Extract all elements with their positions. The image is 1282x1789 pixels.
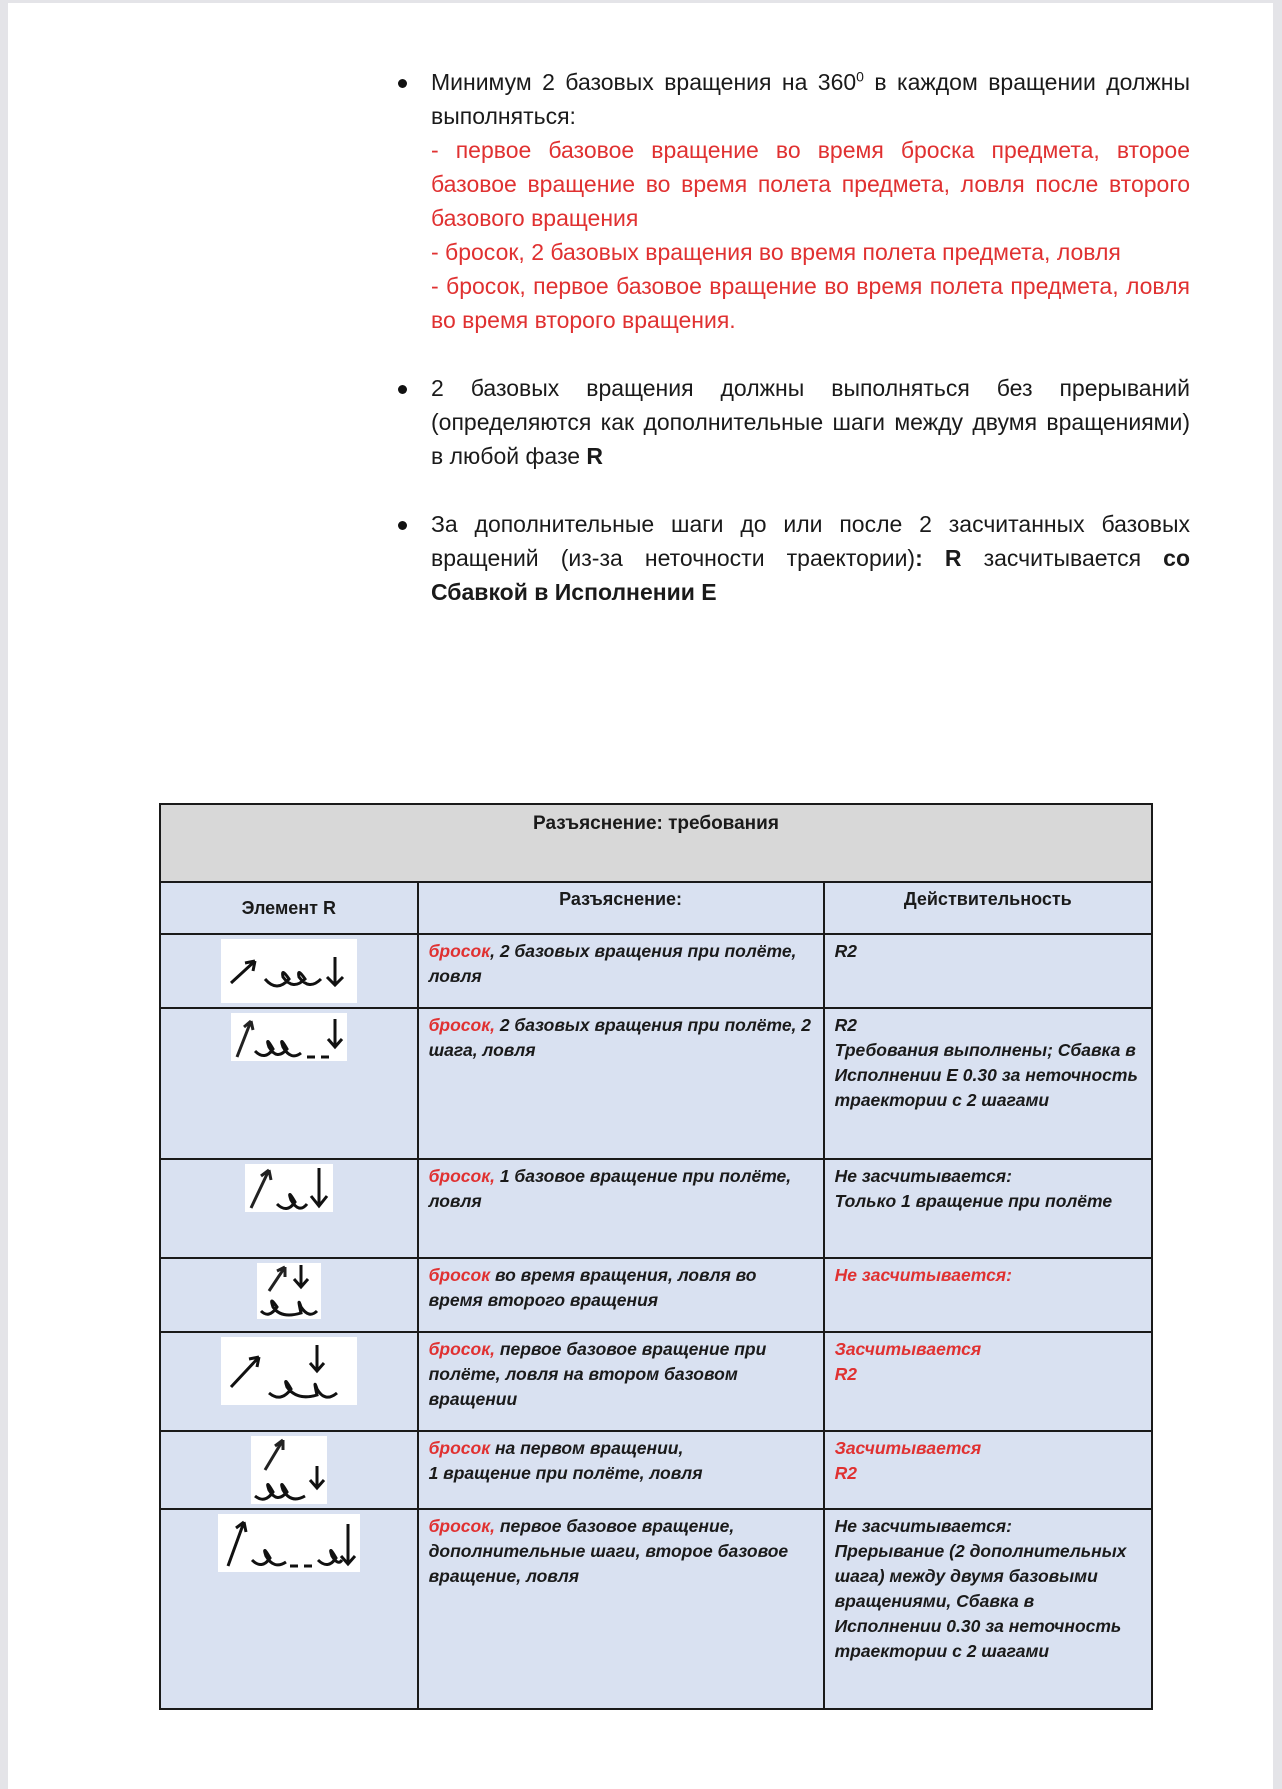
validity-cell: R2 (824, 934, 1152, 1008)
clarification-cell: бросок, 1 базовое вращение при полёте, ловля (418, 1159, 824, 1258)
validity-cell: R2 Требования выполнены; Сбавка в Исполнении E 0.30 за неточность траектории с 2 шагами (824, 1008, 1152, 1159)
throw-on-first-rotation-icon (251, 1436, 327, 1504)
validity-cell: Не засчитывается: Прерывание (2 дополнительных шага) между двумя базовыми вращениями, Сбавка в Исполнении 0.30 за неточность траектории с 2 шагами (824, 1509, 1152, 1709)
clarification-cell: бросок, 2 базовых вращения при полёте, 2 шага, ловля (418, 1008, 824, 1159)
validity-cell: Не засчитывается: (824, 1258, 1152, 1332)
table-row (160, 1008, 1152, 1159)
throw-during-rotation-catch-second-icon (257, 1263, 321, 1319)
bullet-dot-icon (398, 521, 407, 530)
element-cell (160, 934, 418, 1008)
clarification-cell: бросок, первое базовое вращение при полёте, ловля на втором базовом вращении (418, 1332, 824, 1431)
bullet-additional-steps (398, 507, 1190, 609)
column-header-element: Элемент R (160, 882, 418, 934)
document-page (8, 3, 1273, 1789)
element-cell (160, 1258, 418, 1332)
bullet-dot-icon (398, 385, 407, 394)
column-header-validity: Действительность (824, 882, 1152, 934)
validity-cell: Засчитывается R2 (824, 1332, 1152, 1431)
clarification-cell: бросок на первом вращении, 1 вращение при полёте, ловля (418, 1431, 824, 1509)
throw-rotation-catch-on-second-icon (221, 1337, 357, 1405)
throw-two-rotations-two-steps-catch-icon (231, 1013, 347, 1061)
table-row (160, 934, 1152, 1008)
table-header-row (160, 882, 1152, 934)
element-cell (160, 1332, 418, 1431)
column-header-clarification: Разъяснение: (418, 882, 824, 934)
bullet-minimum-rotations (398, 65, 1190, 337)
table-row (160, 1332, 1152, 1431)
clarification-table (159, 803, 1153, 1710)
bullet-no-interruption (398, 371, 1190, 473)
bullet-text: 2 базовых вращения должны выполняться без прерываний (определяются как дополнительные шаги между двумя вращениями) в любой фазе R (431, 375, 1190, 469)
option-1: - первое базовое вращение во время броска предмета, второе базовое вращение во время полета предмета, ловля после второго базового вращения (431, 137, 1190, 231)
bullet-dot-icon (398, 79, 407, 88)
validity-cell: Не засчитывается: Только 1 вращение при полёте (824, 1159, 1152, 1258)
validity-cell: Засчитывается R2 (824, 1431, 1152, 1509)
requirements-list (398, 65, 1190, 643)
option-3: - бросок, первое базовое вращение во время полета предмета, ловля во время второго вращения. (431, 273, 1190, 333)
table-row (160, 1258, 1152, 1332)
clarification-cell: бросок, первое базовое вращение, дополнительные шаги, второе базовое вращение, ловля (418, 1509, 824, 1709)
table-row (160, 1509, 1152, 1709)
element-cell (160, 1509, 418, 1709)
element-cell (160, 1431, 418, 1509)
element-cell (160, 1008, 418, 1159)
throw-two-rotations-catch-icon (221, 939, 357, 1003)
option-2: - бросок, 2 базовых вращения во время полета предмета, ловля (431, 239, 1121, 265)
bullet-text: Минимум 2 базовых вращения на $360^0$ в каждом вращении должны выполняться: (431, 68, 1191, 129)
throw-rotation-steps-rotation-catch-icon (218, 1514, 360, 1572)
clarification-cell: бросок, 2 базовых вращения при полёте, ловля (418, 934, 824, 1008)
table-row (160, 1431, 1152, 1509)
table-title: Разъяснение: требования (160, 804, 1152, 882)
throw-one-rotation-catch-icon (245, 1164, 333, 1212)
table-row (160, 1159, 1152, 1258)
bullet-text: За дополнительные шаги до или после 2 засчитанных базовых вращений (из-за неточности траектории): R засчитывается со Сбавкой в Исполнении E (431, 511, 1191, 605)
clarification-cell: бросок во время вращения, ловля во время второго вращения (418, 1258, 824, 1332)
element-cell (160, 1159, 418, 1258)
